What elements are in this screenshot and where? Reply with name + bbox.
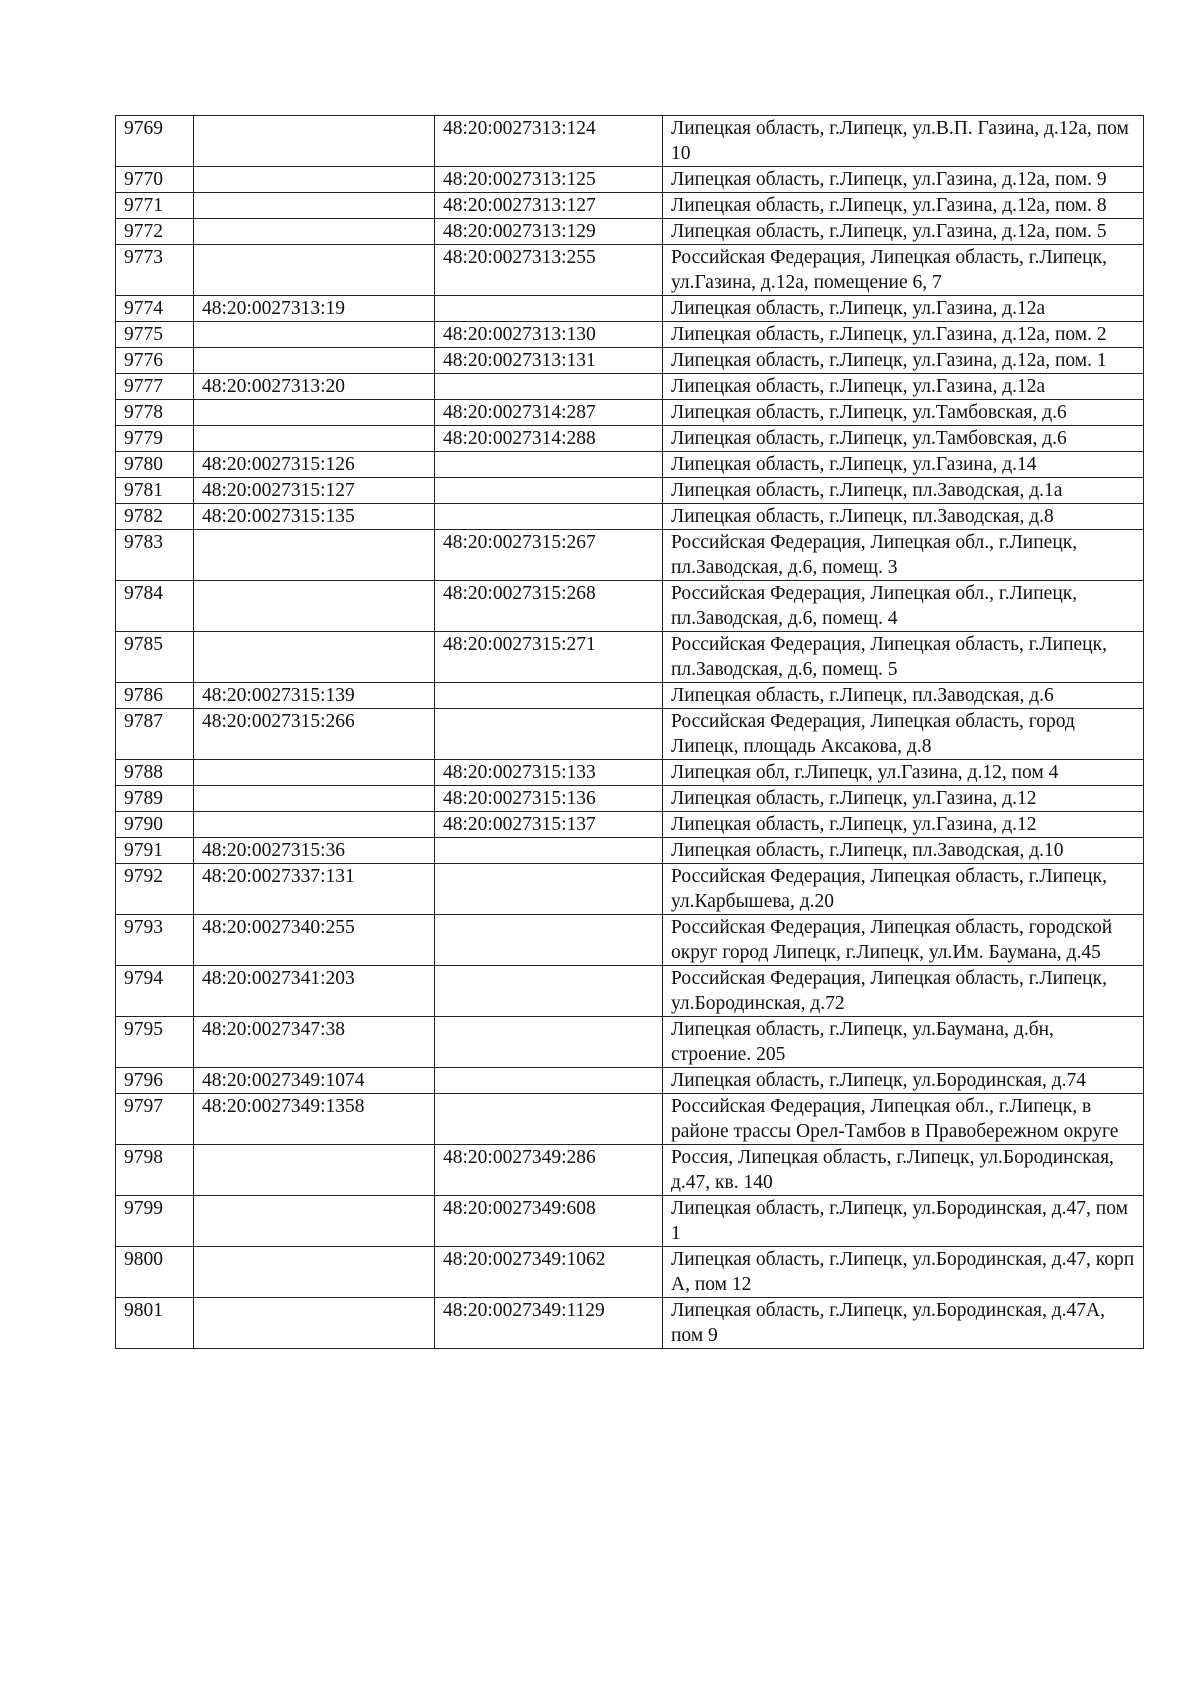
object-cadastral-number-cell: 48:20:0027314:287 — [435, 400, 663, 426]
table-row — [116, 683, 1144, 709]
address-cell: Липецкая область, г.Липецк, ул.Баумана, д.бн, строение. 205 — [663, 1017, 1144, 1068]
row-number-cell: 9777 — [116, 374, 194, 400]
row-number-cell: 9794 — [116, 966, 194, 1017]
object-cadastral-number-cell: 48:20:0027349:608 — [435, 1196, 663, 1247]
table-row — [116, 504, 1144, 530]
address-cell: Липецкая область, г.Липецк, пл.Заводская, д.10 — [663, 838, 1144, 864]
land-cadastral-number-cell — [194, 760, 435, 786]
row-number-cell: 9800 — [116, 1247, 194, 1298]
table-row — [116, 966, 1144, 1017]
land-cadastral-number-cell: 48:20:0027315:266 — [194, 709, 435, 760]
address-cell: Липецкая область, г.Липецк, ул.Газина, д.12а, пом. 2 — [663, 322, 1144, 348]
address-cell: Липецкая обл, г.Липецк, ул.Газина, д.12, пом 4 — [663, 760, 1144, 786]
object-cadastral-number-cell: 48:20:0027314:288 — [435, 426, 663, 452]
object-cadastral-number-cell — [435, 966, 663, 1017]
address-cell: Российская Федерация, Липецкая обл., г.Липецк, пл.Заводская, д.6, помещ. 3 — [663, 530, 1144, 581]
table-row — [116, 581, 1144, 632]
table-row — [116, 296, 1144, 322]
address-cell: Липецкая область, г.Липецк, ул.Газина, д.12а — [663, 374, 1144, 400]
table-row — [116, 1145, 1144, 1196]
table-row — [116, 1196, 1144, 1247]
address-cell: Липецкая область, г.Липецк, ул.Газина, д.12а — [663, 296, 1144, 322]
object-cadastral-number-cell: 48:20:0027349:286 — [435, 1145, 663, 1196]
land-cadastral-number-cell — [194, 322, 435, 348]
land-cadastral-number-cell — [194, 193, 435, 219]
row-number-cell: 9788 — [116, 760, 194, 786]
object-cadastral-number-cell — [435, 374, 663, 400]
row-number-cell: 9780 — [116, 452, 194, 478]
row-number-cell: 9783 — [116, 530, 194, 581]
row-number-cell: 9773 — [116, 245, 194, 296]
table-row — [116, 812, 1144, 838]
registry-table-body — [116, 116, 1144, 1349]
table-row — [116, 400, 1144, 426]
object-cadastral-number-cell — [435, 838, 663, 864]
address-cell: Российская Федерация, Липецкая область, городской округ город Липецк, г.Липецк, ул.Им. Баумана, д.45 — [663, 915, 1144, 966]
object-cadastral-number-cell: 48:20:0027315:133 — [435, 760, 663, 786]
land-cadastral-number-cell — [194, 1298, 435, 1349]
table-row — [116, 116, 1144, 167]
land-cadastral-number-cell — [194, 348, 435, 374]
address-cell: Липецкая область, г.Липецк, ул.В.П. Газина, д.12а, пом 10 — [663, 116, 1144, 167]
address-cell: Липецкая область, г.Липецк, ул.Бородинская, д.47, корп А, пом 12 — [663, 1247, 1144, 1298]
table-row — [116, 478, 1144, 504]
land-cadastral-number-cell: 48:20:0027341:203 — [194, 966, 435, 1017]
land-cadastral-number-cell: 48:20:0027315:126 — [194, 452, 435, 478]
table-row — [116, 219, 1144, 245]
address-cell: Липецкая область, г.Липецк, ул.Бородинская, д.74 — [663, 1068, 1144, 1094]
object-cadastral-number-cell: 48:20:0027349:1062 — [435, 1247, 663, 1298]
table-row — [116, 1017, 1144, 1068]
row-number-cell: 9799 — [116, 1196, 194, 1247]
table-row — [116, 864, 1144, 915]
table-row — [116, 530, 1144, 581]
table-row — [116, 245, 1144, 296]
row-number-cell: 9797 — [116, 1094, 194, 1145]
address-cell: Российская Федерация, Липецкая область, г.Липецк, ул.Карбышева, д.20 — [663, 864, 1144, 915]
property-registry-table — [115, 115, 1144, 1349]
object-cadastral-number-cell — [435, 478, 663, 504]
row-number-cell: 9787 — [116, 709, 194, 760]
land-cadastral-number-cell — [194, 1196, 435, 1247]
address-cell: Липецкая область, г.Липецк, пл.Заводская, д.8 — [663, 504, 1144, 530]
row-number-cell: 9786 — [116, 683, 194, 709]
land-cadastral-number-cell: 48:20:0027340:255 — [194, 915, 435, 966]
land-cadastral-number-cell — [194, 1145, 435, 1196]
row-number-cell: 9776 — [116, 348, 194, 374]
object-cadastral-number-cell: 48:20:0027313:255 — [435, 245, 663, 296]
object-cadastral-number-cell — [435, 1094, 663, 1145]
table-row — [116, 632, 1144, 683]
address-cell: Липецкая область, г.Липецк, пл.Заводская, д.1а — [663, 478, 1144, 504]
row-number-cell: 9781 — [116, 478, 194, 504]
object-cadastral-number-cell — [435, 709, 663, 760]
address-cell: Липецкая область, г.Липецк, ул.Тамбовская, д.6 — [663, 400, 1144, 426]
land-cadastral-number-cell: 48:20:0027313:19 — [194, 296, 435, 322]
row-number-cell: 9798 — [116, 1145, 194, 1196]
land-cadastral-number-cell — [194, 219, 435, 245]
land-cadastral-number-cell — [194, 786, 435, 812]
table-row — [116, 1094, 1144, 1145]
object-cadastral-number-cell: 48:20:0027313:130 — [435, 322, 663, 348]
address-cell: Липецкая область, г.Липецк, ул.Газина, д.12а, пом. 1 — [663, 348, 1144, 374]
object-cadastral-number-cell: 48:20:0027313:124 — [435, 116, 663, 167]
table-row — [116, 1298, 1144, 1349]
land-cadastral-number-cell — [194, 632, 435, 683]
row-number-cell: 9770 — [116, 167, 194, 193]
row-number-cell: 9795 — [116, 1017, 194, 1068]
row-number-cell: 9778 — [116, 400, 194, 426]
land-cadastral-number-cell — [194, 245, 435, 296]
address-cell: Липецкая область, г.Липецк, ул.Газина, д.12а, пом. 5 — [663, 219, 1144, 245]
row-number-cell: 9771 — [116, 193, 194, 219]
table-row — [116, 426, 1144, 452]
land-cadastral-number-cell — [194, 812, 435, 838]
object-cadastral-number-cell: 48:20:0027315:137 — [435, 812, 663, 838]
row-number-cell: 9796 — [116, 1068, 194, 1094]
row-number-cell: 9790 — [116, 812, 194, 838]
table-row — [116, 374, 1144, 400]
address-cell: Липецкая область, г.Липецк, пл.Заводская, д.6 — [663, 683, 1144, 709]
land-cadastral-number-cell: 48:20:0027315:36 — [194, 838, 435, 864]
land-cadastral-number-cell — [194, 167, 435, 193]
table-row — [116, 193, 1144, 219]
address-cell: Липецкая область, г.Липецк, ул.Тамбовская, д.6 — [663, 426, 1144, 452]
object-cadastral-number-cell — [435, 452, 663, 478]
land-cadastral-number-cell — [194, 426, 435, 452]
object-cadastral-number-cell: 48:20:0027313:127 — [435, 193, 663, 219]
land-cadastral-number-cell: 48:20:0027349:1074 — [194, 1068, 435, 1094]
table-row — [116, 786, 1144, 812]
address-cell: Липецкая область, г.Липецк, ул.Бородинская, д.47, пом 1 — [663, 1196, 1144, 1247]
row-number-cell: 9769 — [116, 116, 194, 167]
table-row — [116, 915, 1144, 966]
land-cadastral-number-cell: 48:20:0027337:131 — [194, 864, 435, 915]
land-cadastral-number-cell: 48:20:0027315:135 — [194, 504, 435, 530]
address-cell: Липецкая область, г.Липецк, ул.Газина, д.12а, пом. 8 — [663, 193, 1144, 219]
row-number-cell: 9789 — [116, 786, 194, 812]
row-number-cell: 9772 — [116, 219, 194, 245]
object-cadastral-number-cell — [435, 915, 663, 966]
address-cell: Липецкая область, г.Липецк, ул.Газина, д.14 — [663, 452, 1144, 478]
object-cadastral-number-cell: 48:20:0027315:268 — [435, 581, 663, 632]
address-cell: Российская Федерация, Липецкая обл., г.Липецк, в районе трассы Орел-Тамбов в Правобережном округе — [663, 1094, 1144, 1145]
land-cadastral-number-cell — [194, 116, 435, 167]
address-cell: Российская Федерация, Липецкая область, г.Липецк, ул.Газина, д.12а, помещение 6, 7 — [663, 245, 1144, 296]
table-row — [116, 322, 1144, 348]
row-number-cell: 9782 — [116, 504, 194, 530]
row-number-cell: 9779 — [116, 426, 194, 452]
table-row — [116, 760, 1144, 786]
address-cell: Российская Федерация, Липецкая область, город Липецк, площадь Аксакова, д.8 — [663, 709, 1144, 760]
object-cadastral-number-cell — [435, 504, 663, 530]
address-cell: Липецкая область, г.Липецк, ул.Газина, д.12 — [663, 786, 1144, 812]
address-cell: Россия, Липецкая область, г.Липецк, ул.Бородинская, д.47, кв. 140 — [663, 1145, 1144, 1196]
address-cell: Российская Федерация, Липецкая область, г.Липецк, ул.Бородинская, д.72 — [663, 966, 1144, 1017]
row-number-cell: 9785 — [116, 632, 194, 683]
row-number-cell: 9775 — [116, 322, 194, 348]
table-row — [116, 452, 1144, 478]
land-cadastral-number-cell: 48:20:0027315:139 — [194, 683, 435, 709]
address-cell: Российская Федерация, Липецкая обл., г.Липецк, пл.Заводская, д.6, помещ. 4 — [663, 581, 1144, 632]
object-cadastral-number-cell: 48:20:0027315:267 — [435, 530, 663, 581]
land-cadastral-number-cell — [194, 1247, 435, 1298]
land-cadastral-number-cell: 48:20:0027347:38 — [194, 1017, 435, 1068]
address-cell: Липецкая область, г.Липецк, ул.Газина, д.12 — [663, 812, 1144, 838]
land-cadastral-number-cell — [194, 400, 435, 426]
object-cadastral-number-cell — [435, 1068, 663, 1094]
land-cadastral-number-cell: 48:20:0027349:1358 — [194, 1094, 435, 1145]
address-cell: Липецкая область, г.Липецк, ул.Бородинская, д.47А, пом 9 — [663, 1298, 1144, 1349]
row-number-cell: 9791 — [116, 838, 194, 864]
row-number-cell: 9801 — [116, 1298, 194, 1349]
row-number-cell: 9792 — [116, 864, 194, 915]
table-row — [116, 1068, 1144, 1094]
object-cadastral-number-cell: 48:20:0027313:125 — [435, 167, 663, 193]
row-number-cell: 9793 — [116, 915, 194, 966]
object-cadastral-number-cell: 48:20:0027315:136 — [435, 786, 663, 812]
address-cell: Российская Федерация, Липецкая область, г.Липецк, пл.Заводская, д.6, помещ. 5 — [663, 632, 1144, 683]
object-cadastral-number-cell: 48:20:0027349:1129 — [435, 1298, 663, 1349]
object-cadastral-number-cell: 48:20:0027313:131 — [435, 348, 663, 374]
table-row — [116, 167, 1144, 193]
object-cadastral-number-cell: 48:20:0027313:129 — [435, 219, 663, 245]
table-row — [116, 348, 1144, 374]
row-number-cell: 9784 — [116, 581, 194, 632]
object-cadastral-number-cell: 48:20:0027315:271 — [435, 632, 663, 683]
table-row — [116, 1247, 1144, 1298]
table-row — [116, 838, 1144, 864]
row-number-cell: 9774 — [116, 296, 194, 322]
land-cadastral-number-cell — [194, 581, 435, 632]
object-cadastral-number-cell — [435, 864, 663, 915]
object-cadastral-number-cell — [435, 1017, 663, 1068]
land-cadastral-number-cell — [194, 530, 435, 581]
address-cell: Липецкая область, г.Липецк, ул.Газина, д.12а, пом. 9 — [663, 167, 1144, 193]
object-cadastral-number-cell — [435, 683, 663, 709]
land-cadastral-number-cell: 48:20:0027313:20 — [194, 374, 435, 400]
object-cadastral-number-cell — [435, 296, 663, 322]
land-cadastral-number-cell: 48:20:0027315:127 — [194, 478, 435, 504]
table-row — [116, 709, 1144, 760]
